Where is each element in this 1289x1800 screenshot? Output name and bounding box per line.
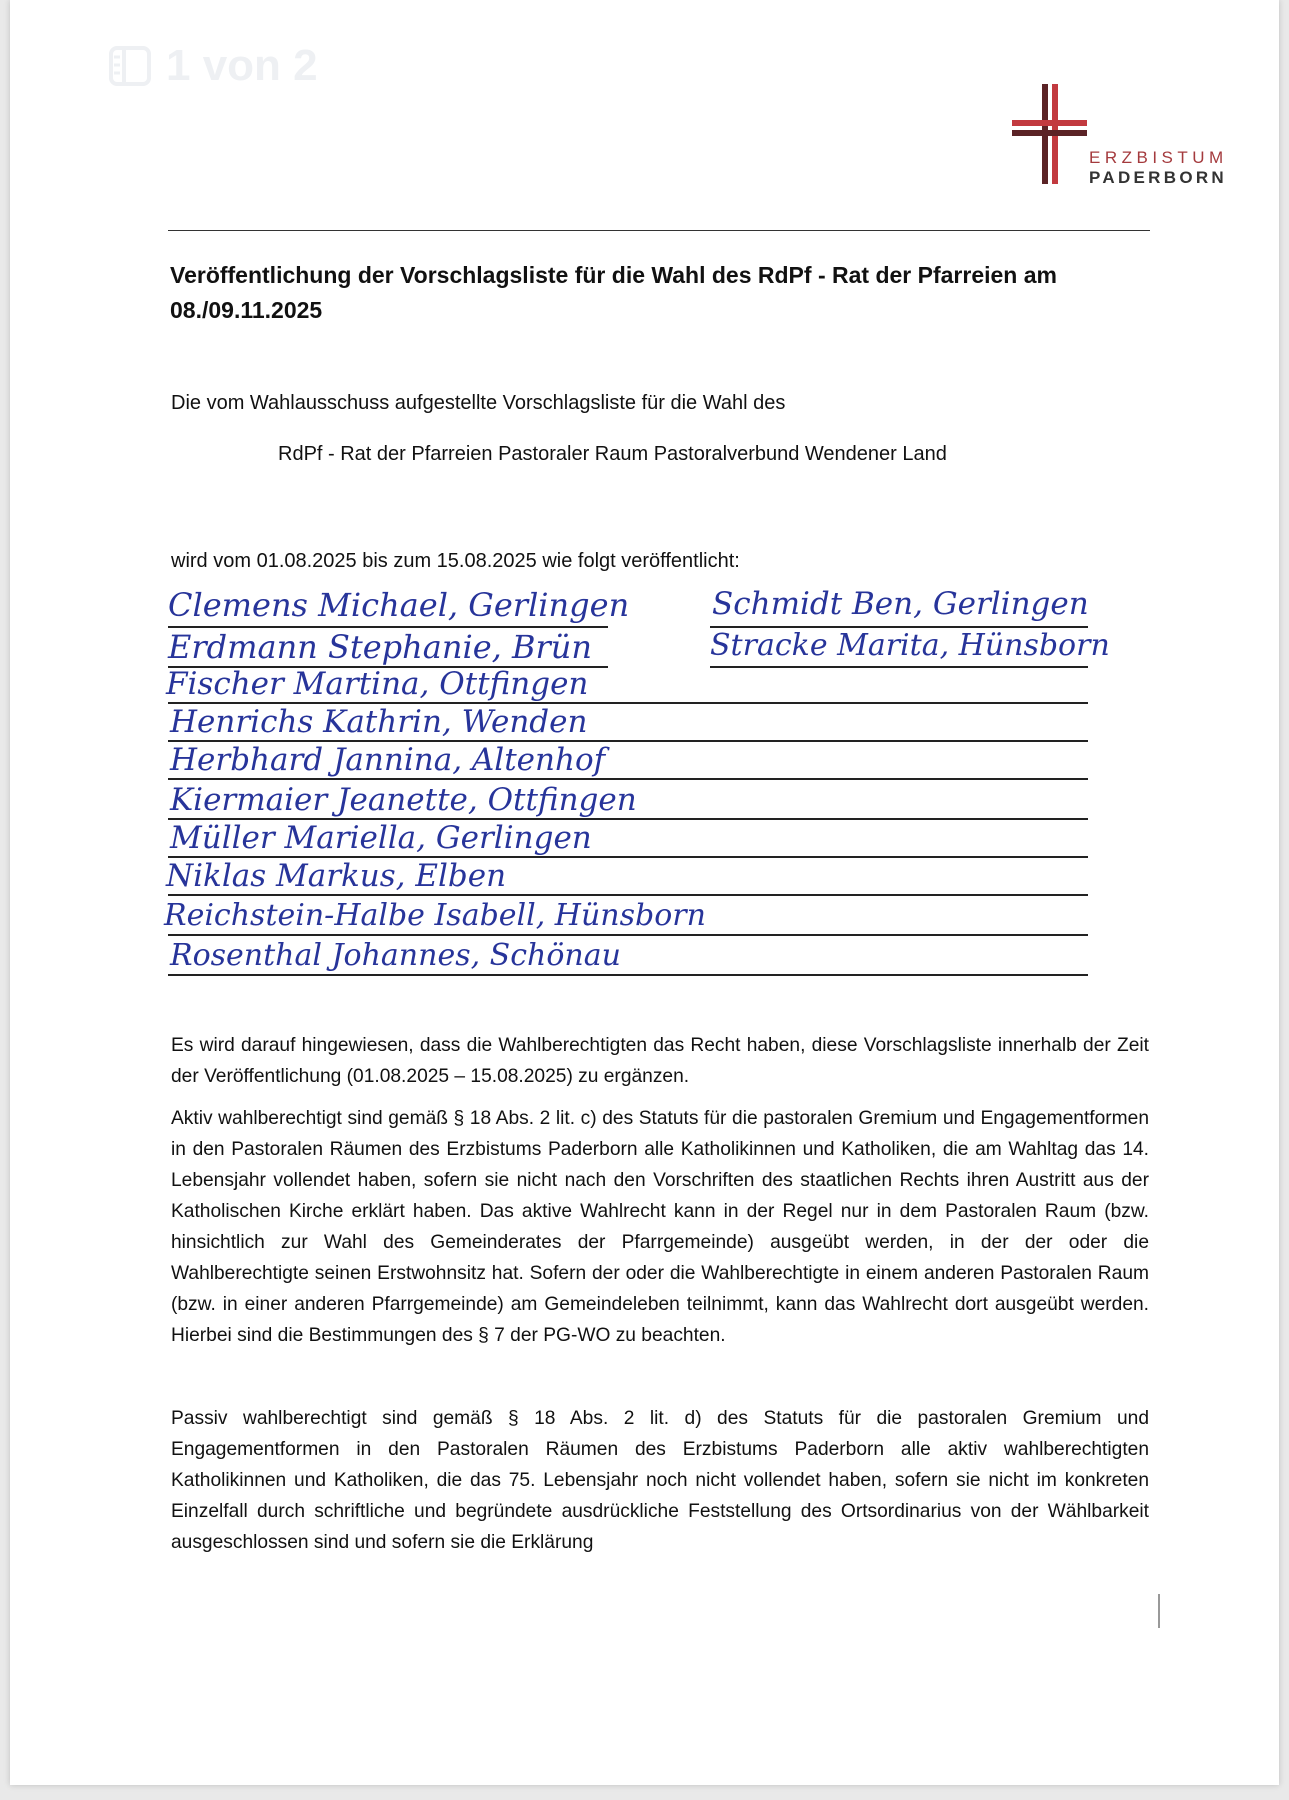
candidate-entry: Niklas Markus, Elben: [166, 858, 507, 894]
candidate-entry: Stracke Marita, Hünsborn: [710, 628, 1110, 663]
list-rule: [168, 974, 1088, 976]
logo-line-1: ERZBISTUM: [1089, 148, 1228, 167]
paragraph-right-to-amend: Es wird darauf hingewiesen, dass die Wahlberechtigten das Recht haben, diese Vorschlagsliste innerhalb der Zeit der Veröffentlichung (01.08.2025 – 15.08.2025) zu ergänzen.: [171, 1035, 1149, 1087]
candidate-entry: Reichstein-Halbe Isabell, Hünsborn: [164, 898, 706, 933]
sidebar-panel-icon[interactable]: [108, 45, 152, 87]
list-rule: [168, 778, 1088, 780]
page-indicator-text: 1 von 2: [166, 41, 318, 90]
intro-line-2: RdPf - Rat der Pfarreien Pastoraler Raum Pastoralverbund Wendener Land: [278, 443, 947, 465]
document-title: Veröffentlichung der Vorschlagsliste für die Wahl des RdPf - Rat der Pfarreien am 08./09.11.2025: [170, 262, 1057, 323]
logo: [1012, 84, 1234, 190]
candidate-entry: Rosenthal Johannes, Schönau: [170, 938, 621, 973]
candidate-entry: Schmidt Ben, Gerlingen: [712, 586, 1089, 622]
intro-line-1: Die vom Wahlausschuss aufgestellte Vorschlagsliste für die Wahl des: [171, 392, 786, 414]
paragraph-active-voting-right: Aktiv wahlberechtigt sind gemäß § 18 Abs. 2 lit. c) des Statuts für die pastoralen Gremium und Engagementformen in den Pastoralen Räumen des Erzbistums Paderborn alle Katholikinnen und Katholiken, die am Wahltag das 14. Lebensjahr vollendet haben, sofern sie nicht nach den Vorschriften des staatlichen Rechts ihren Austritt aus der Katholischen Kirche erklärt haben. Das aktive Wahlrecht kann in der Regel nur in dem Pastoralen Raum (bzw. hinsichtlich zur Wahl des Gemeinderates der Pfarrgemeinde) ausgeübt werden, in der der oder die Wahlberechtigte seinen Erstwohnsitz hat. Sofern der oder die Wahlberechtigte in einem anderen Pastoralen Raum (bzw. in einer anderen Pfarrgemeinde) am Gemeindeleben teilnimmt, kann das Wahlrecht dort ausgeübt werden. Hierbei sind die Bestimmungen des § 7 der PG-WO zu beachten.: [171, 1108, 1149, 1346]
cross-icon: [1012, 84, 1092, 190]
candidate-entry: Müller Mariella, Gerlingen: [170, 820, 592, 856]
candidate-entry: Erdmann Stephanie, Brün: [168, 628, 592, 666]
page-indicator[interactable]: [108, 42, 318, 90]
list-rule: [168, 894, 1088, 896]
header-divider: [168, 230, 1150, 231]
candidate-entry: Fischer Martina, Ottfingen: [166, 666, 589, 702]
list-rule: [168, 934, 1088, 936]
list-rule: [710, 666, 1088, 668]
candidate-entry: Herbhard Jannina, Altenhof: [170, 742, 606, 778]
intro-line-3: wird vom 01.08.2025 bis zum 15.08.2025 wie folgt veröffentlicht:: [171, 550, 740, 572]
candidate-entry: Kiermaier Jeanette, Ottfingen: [170, 782, 637, 818]
paragraph-passive-voting-right: Passiv wahlberechtigt sind gemäß § 18 Abs. 2 lit. d) des Statuts für die pastoralen Gremium und Engagementformen in den Pastoralen Räumen des Erzbistums Paderborn alle aktiv wahlberechtigten Katholikinnen und Katholiken, die das 75. Lebensjahr noch nicht vollendet haben, sofern sie nicht im konkreten Einzelfall durch schriftliche und begründete ausdrückliche Feststellung des Ortsordinarius von der Wählbarkeit ausgeschlossen sind und sofern sie die Erklärung: [171, 1408, 1149, 1553]
candidate-entry: Henrichs Kathrin, Wenden: [170, 704, 588, 740]
candidate-entry: Clemens Michael, Gerlingen: [168, 586, 630, 624]
margin-mark: [1158, 1594, 1160, 1628]
document-page: [10, 0, 1279, 1785]
logo-line-2: PADERBORN: [1089, 168, 1228, 187]
